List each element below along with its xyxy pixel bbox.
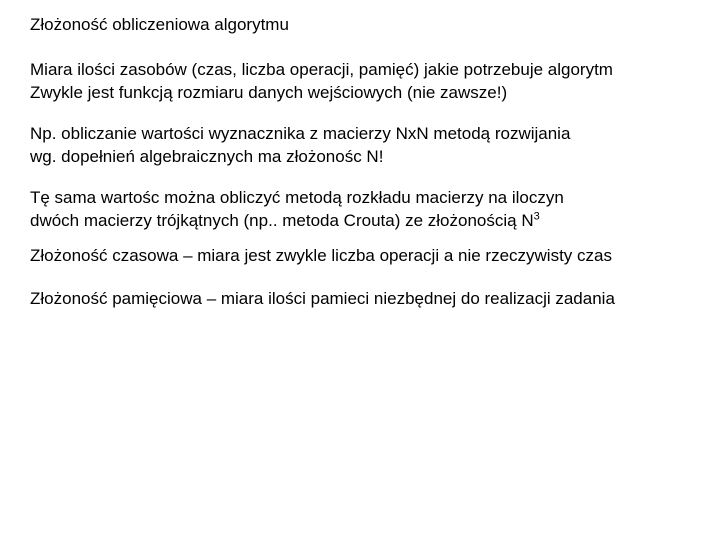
paragraph-definition: [30, 58, 613, 104]
slide-title: Złożoność obliczeniowa algorytmu: [30, 15, 289, 34]
exponent: 3: [533, 210, 540, 223]
paragraph-memory-complexity: [30, 287, 615, 310]
paragraph-line: Złożoność pamięciowa – miara ilości pamieci niezbędnej do realizacji zadania: [30, 289, 615, 308]
paragraph-determinant-example: [30, 122, 570, 168]
paragraph-crout-method: [30, 186, 564, 232]
paragraph-line: Np. obliczanie wartości wyznacznika z macierzy NxN metodą rozwijania: [30, 124, 571, 143]
paragraph-line: Zwykle jest funkcją rozmiaru danych wejściowych (nie zawsze!): [30, 83, 508, 102]
paragraph-time-complexity: [30, 244, 612, 267]
paragraph-line: Tę sama wartośc można obliczyć metodą rozkładu macierzy na iloczyn: [30, 188, 564, 207]
paragraph-line: Miara ilości zasobów (czas, liczba operacji, pamięć) jakie potrzebuje algorytm: [30, 60, 613, 79]
paragraph-line-text: dwóch macierzy trójkątnych (np.. metoda Crouta) ze złożonością N: [30, 211, 534, 230]
paragraph-line: Złożoność czasowa – miara jest zwykle liczba operacji a nie rzeczywisty czas: [30, 246, 612, 265]
paragraph-line: wg. dopełnień algebraicznych ma złożonośc N!: [30, 147, 384, 166]
paragraph-line-with-exponent: [30, 209, 564, 232]
